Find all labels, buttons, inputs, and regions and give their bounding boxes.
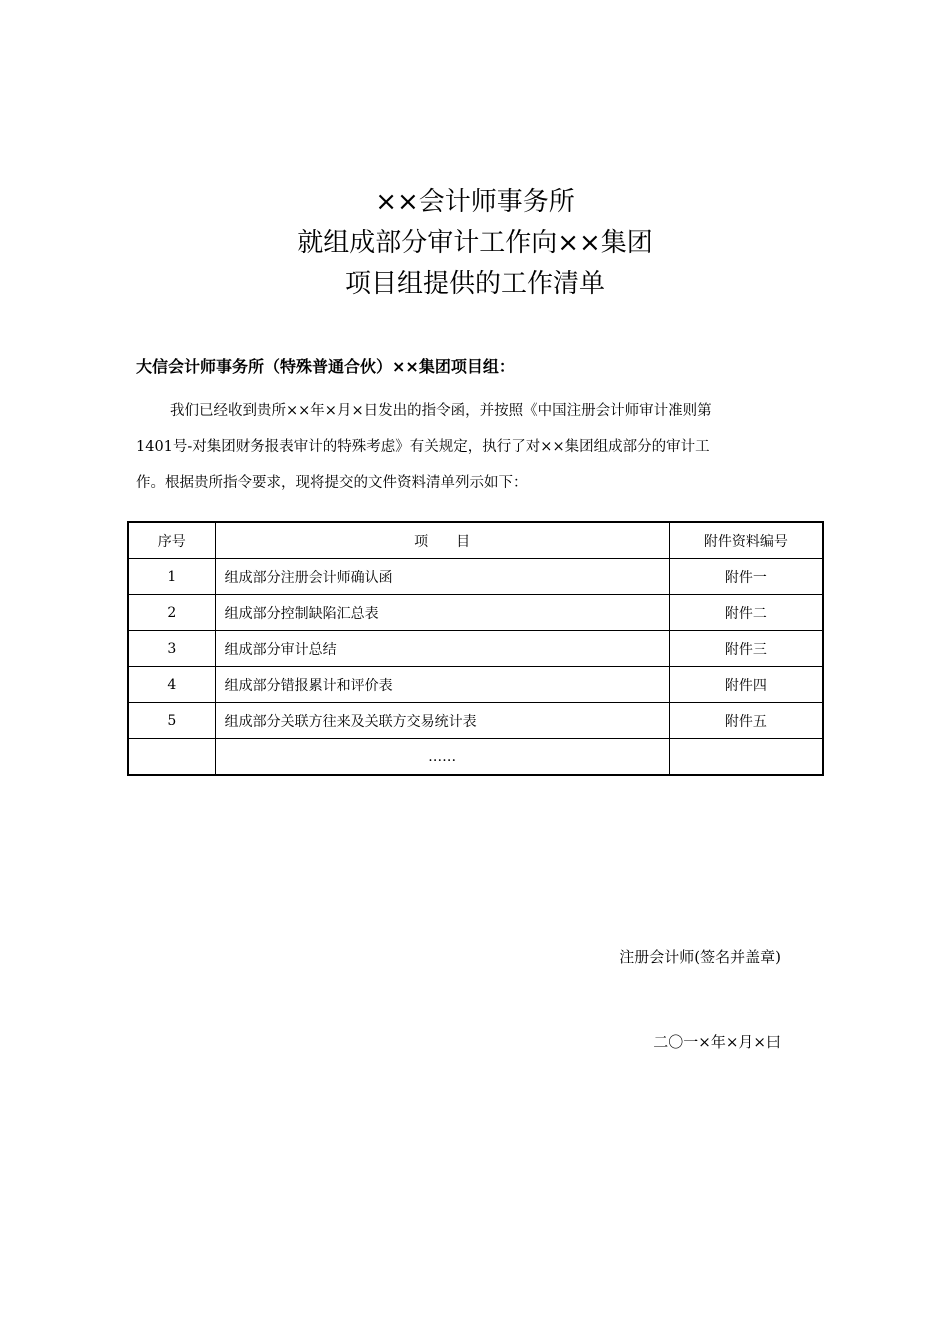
empty-attachment-cell [669,739,823,776]
signature-line: 注册会计师(签名并盖章) [619,948,781,966]
empty-seq-cell [128,739,215,776]
title-line-3: 项目组提供的工作清单 [344,269,605,299]
table-row [128,703,823,739]
table-header-row [128,522,823,559]
document-title [0,182,950,305]
body-paragraph [136,393,786,501]
row-seq: 4 [128,667,215,703]
addressee: 大信会计师事务所（特殊普通合伙）××集团项目组： [136,357,515,376]
title-line-1: ××会计师事务所 [375,187,575,217]
document-list-table [127,521,824,776]
row-item: 组成部分注册会计师确认函 [215,559,669,595]
date-line: 二〇一×年×月×曰 [653,1033,781,1051]
row-item: 组成部分错报累计和评价表 [215,667,669,703]
table-row-ellipsis [128,739,823,776]
row-attachment: 附件三 [669,631,823,667]
table-row [128,559,823,595]
body-line-1: 我们已经收到贵所××年×月×日发出的指令函，并按照《中国注册会计师审计准则第 [170,403,712,419]
row-seq: 5 [128,703,215,739]
ellipsis-cell: …… [215,739,669,776]
title-line-2: 就组成部分审计工作向××集团 [297,228,653,258]
row-seq: 2 [128,595,215,631]
row-item: 组成部分关联方往来及关联方交易统计表 [215,703,669,739]
body-line-2: 1401号-对集团财务报表审计的特殊考虑》有关规定，执行了对××集团组成部分的审计工 [136,439,710,455]
table-row [128,595,823,631]
row-attachment: 附件五 [669,703,823,739]
row-seq: 3 [128,631,215,667]
row-attachment: 附件四 [669,667,823,703]
row-seq: 1 [128,559,215,595]
row-item: 组成部分审计总结 [215,631,669,667]
table-row [128,667,823,703]
table-row [128,631,823,667]
body-line-3: 作。根据贵所指令要求，现将提交的文件资料清单列示如下： [136,475,528,491]
row-attachment: 附件一 [669,559,823,595]
header-seq: 序号 [128,522,215,559]
row-item: 组成部分控制缺陷汇总表 [215,595,669,631]
row-attachment: 附件二 [669,595,823,631]
header-attachment: 附件资料编号 [669,522,823,559]
header-item: 项 目 [215,522,669,559]
